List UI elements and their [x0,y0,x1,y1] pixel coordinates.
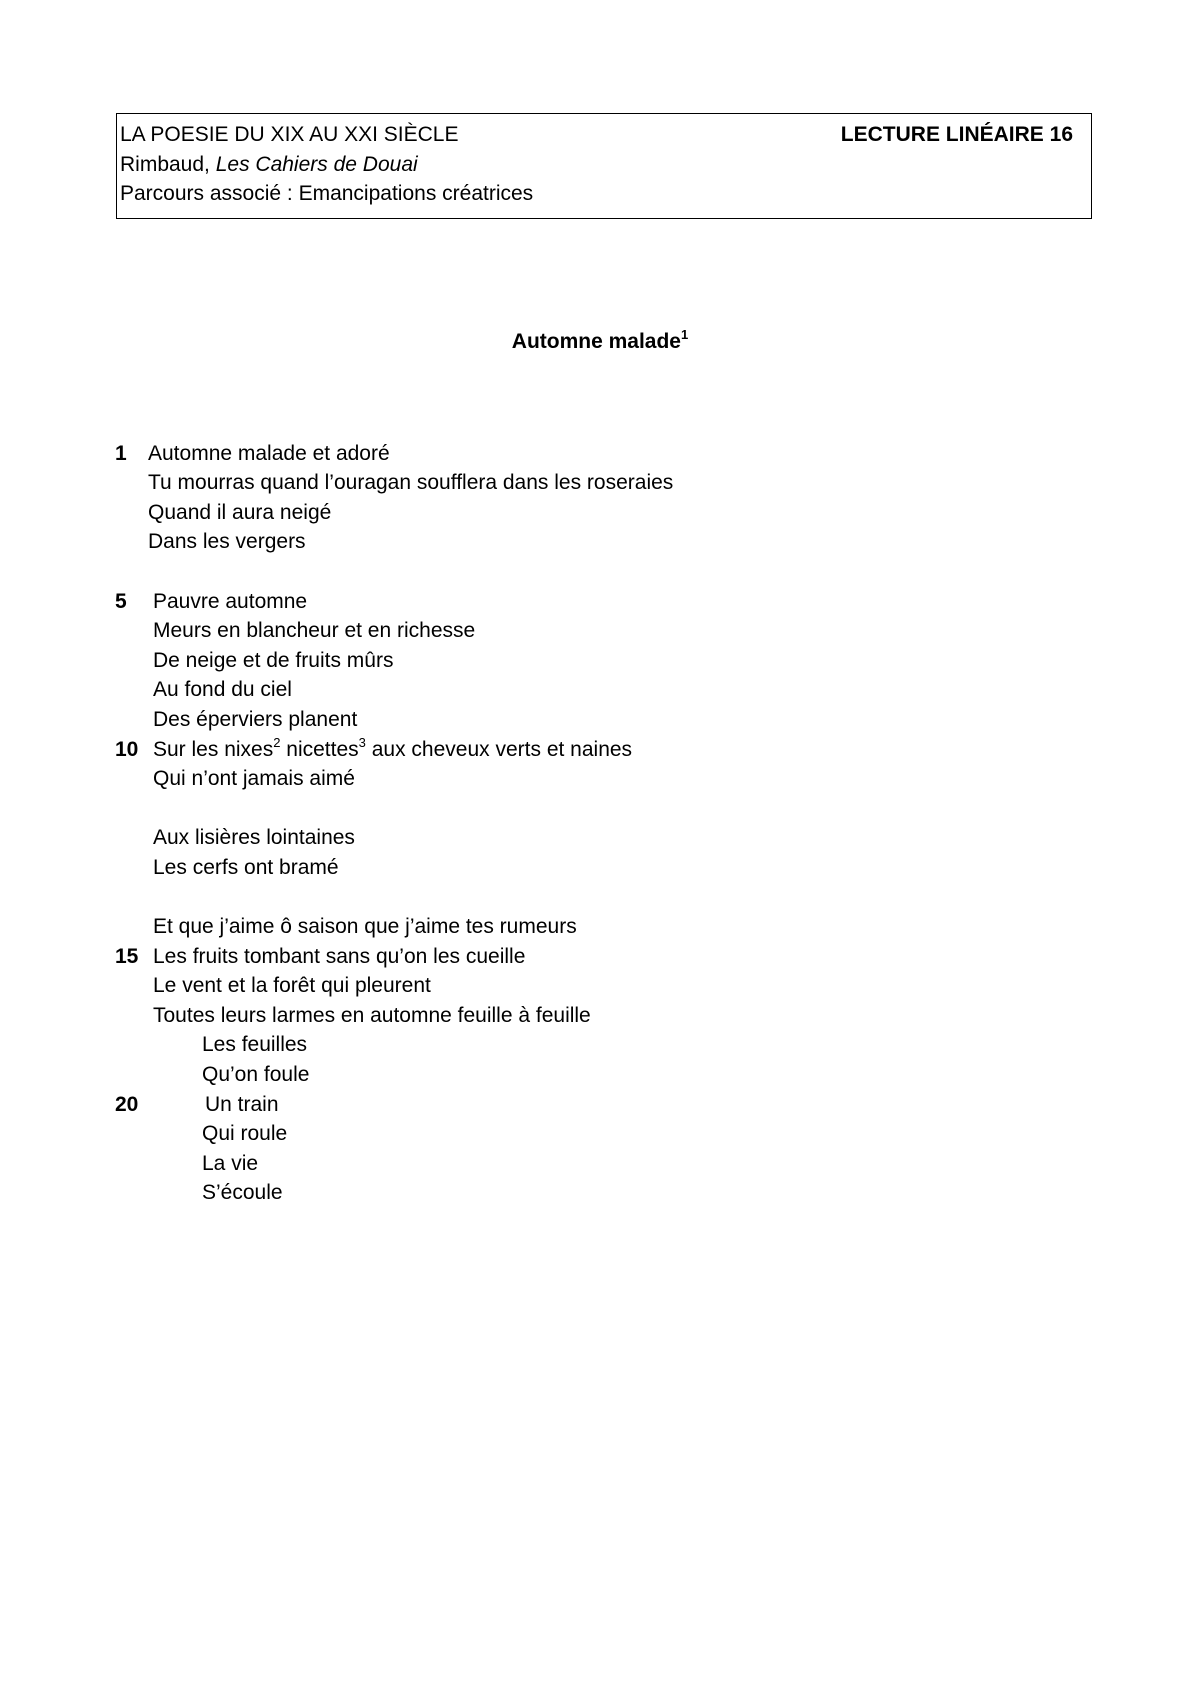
line-number-15: 15 [115,945,139,968]
footnote-ref-2: 2 [273,735,281,750]
verse-line: Pauvre automne [153,590,308,613]
work-title: Les Cahiers de Douai [215,153,418,176]
line-number-10: 10 [115,738,139,761]
verse-line: Au fond du ciel [153,678,292,701]
poem-title-text: Automne malade [511,330,681,353]
verse-line: Automne malade et adoré [148,442,390,465]
verse-line: Aux lisières lointaines [153,826,355,849]
verse-line: Qu’on foule [202,1063,310,1086]
parcours: Parcours associé : Emancipations créatrices [120,182,534,205]
verse-line: De neige et de fruits mûrs [153,649,394,672]
course-title: LA POESIE DU XIX AU XXI SIÈCLE [120,123,459,146]
author-work [120,151,418,179]
verse-segment: nicettes [280,738,359,761]
line-number-20: 20 [115,1093,139,1116]
verse-line: Dans les vergers [148,530,306,553]
author: Rimbaud, [120,153,216,176]
lecture-label: LECTURE LINÉAIRE 16 [840,123,1073,146]
verse-line-with-notes [153,736,632,764]
verse-line: Et que j’aime ô saison que j’aime tes rumeurs [153,915,577,938]
verse-line: Un train [205,1093,279,1116]
header-box [116,113,1092,219]
line-number-5: 5 [115,590,127,613]
verse-line: Les cerfs ont bramé [153,856,339,879]
verse-line: Les feuilles [202,1033,308,1056]
verse-segment: aux cheveux verts et naines [365,738,633,761]
verse-line: Le vent et la forêt qui pleurent [153,974,431,997]
footnote-ref-3: 3 [358,735,366,750]
verse-line: Toutes leurs larmes en automne feuille à feuille [153,1004,591,1027]
verse-line: Quand il aura neigé [148,501,332,524]
verse-line: Les fruits tombant sans qu’on les cueille [153,945,526,968]
verse-segment: Sur les nixes [153,738,274,761]
verse-line: Des éperviers planent [153,708,358,731]
verse-line: S’écoule [202,1181,283,1204]
verse-line: Tu mourras quand l’ouragan soufflera dans les roseraies [148,471,674,494]
verse-line: Qui roule [202,1122,288,1145]
footnote-ref-1: 1 [680,327,689,342]
verse-line: Qui n’ont jamais aimé [153,767,355,790]
poem-title [0,328,1200,356]
verse-line: La vie [202,1152,259,1175]
line-number-1: 1 [115,442,127,465]
verse-line: Meurs en blancheur et en richesse [153,619,476,642]
